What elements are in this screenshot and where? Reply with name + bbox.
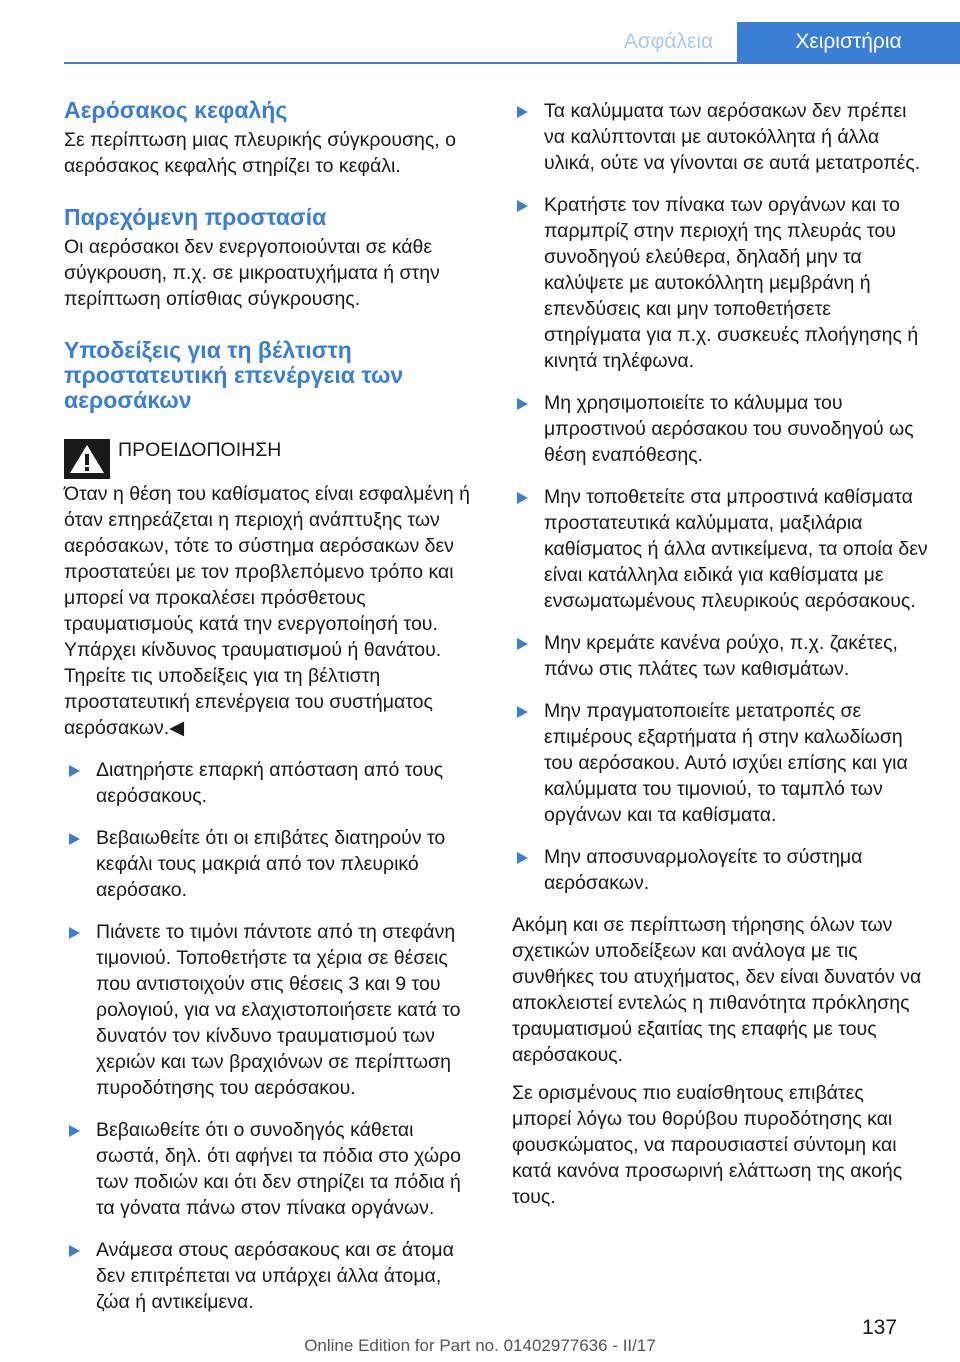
warning-triangle-icon bbox=[64, 439, 110, 479]
list-item: Μην τοποθετείτε στα μπροστινά καθίσματα προστατευτικά καλύμματα, μαξιλάρια καθίσματος ή άλλα αντικείμενα, τα οποία δεν είναι κατάλληλα ειδικά για καθίσματα με ενσωματωμένους πλευρικούς αερόσακους. bbox=[512, 484, 928, 614]
left-bullet-list bbox=[64, 757, 476, 1315]
warning-text: Όταν η θέση του καθίσματος είναι εσφαλμένη ή όταν επηρεάζεται η περιοχή ανάπτυξης των αερόσακων, τότε το σύστημα αερόσακων δεν προστατεύει με τον προβλεπόμενο τρόπο και μπορεί να προκαλέσει πρόσθετους τραυματισμούς κατά την ενεργοποίησή του. Υπάρχει κίνδυνος τραυματισμού ή θανάτου. Τηρείτε τις υποδείξεις για τη βέλτιστη προστατευτική επενέργεια του συστήματος αερόσακων.◀ bbox=[64, 483, 470, 739]
list-item: Μην αποσυναρμολογείτε το σύστημα αερόσακων. bbox=[512, 844, 928, 896]
head-airbag-text: Σε περίπτωση μιας πλευρικής σύγκρουσης, ο αερόσακος κεφαλής στηρίζει το κεφάλι. bbox=[64, 129, 456, 177]
list-item: Βεβαιωθείτε ότι ο συνοδηγός κάθεται σωστά, δηλ. ότι αφήνει τα πόδια στο χώρο των ποδιών και ότι δεν στηρίζει τα πόδια ή τα γόνατα πάνω στον πίνακα οργάνων. bbox=[64, 1117, 476, 1221]
section-tab: Ασφάλεια bbox=[623, 30, 714, 53]
right-bullet-list bbox=[512, 98, 928, 896]
list-item: Κρατήστε τον πίνακα των οργάνων και το παρμπρίζ στην περιοχή της πλευράς του συνοδηγού ελεύθερα, δηλαδή μην τα καλύψετε με αυτοκόλλητη μεμβράνη ή επενδύσεις και μην τοποθετήσετε στηρίγματα για π.χ. συσκευές πλοήγησης ή κινητά τηλέφωνα. bbox=[512, 192, 928, 374]
heading-head-airbag: Αερόσακος κεφαλής bbox=[64, 97, 288, 123]
right-column bbox=[512, 98, 928, 1222]
hearing-paragraph: Σε ορισμένους πιο ευαίσθητους επιβάτες μπορεί λόγω του θορύβου πυροδότησης και φουσκώματος, να παρουσιαστεί σύντομη και κατά κανόνα προσωρινή ελάττωση της ακοής τους. bbox=[512, 1082, 903, 1208]
warning-title: ΠΡΟΕΙΔΟΠΟΙΗΣΗ bbox=[118, 439, 282, 461]
list-item: Πιάνετε το τιμόνι πάντοτε από τη στεφάνη τιμονιού. Τοποθετήστε τα χέρια σε θέσεις που αντιστοιχούν στις θέσεις 3 και 9 του ρολογιού, για να ελαχιστοποιήσετε κατά το δυνατόν τον κίνδυνο τραυματισμού των χεριών και των βραχιόνων σε περίπτωση πυροδότησης του αερόσακου. bbox=[64, 919, 476, 1101]
list-item: Μην πραγματοποιείτε μετατροπές σε επιμέρους εξαρτήματα ή στην καλωδίωση του αερόσακου. Αυτό ισχύει επίσης και για καλύμματα του τιμονιού, το ταμπλό των οργάνων και τα καθίσματα. bbox=[512, 698, 928, 828]
warning-block bbox=[64, 437, 476, 741]
list-item: Τα καλύμματα των αερόσακων δεν πρέπει να καλύπτονται με αυτοκόλλητα ή άλλα υλικά, ούτε να γίνονται σε αυτά μετατροπές. bbox=[512, 98, 928, 176]
list-item: Μην κρεμάτε κανένα ρούχο, π.χ. ζακέτες, πάνω στις πλάτες των καθισμάτων. bbox=[512, 630, 928, 682]
protection-text: Οι αερόσακοι δεν ενεργοποιούνται σε κάθε σύγκρουση, π.χ. σε μικροατυχήματα ή στην περίπτωση οπίσθιας σύγκρουσης. bbox=[64, 236, 440, 310]
list-item: Μη χρησιμοποιείτε το κάλυμμα του μπροστινού αερόσακου του συνοδηγού ως θέση εναπόθεσης. bbox=[512, 390, 928, 468]
residual-risk-paragraph: Ακόμη και σε περίπτωση τήρησης όλων των σχετικών υποδείξεων και ανάλογα με τις συνθήκες του ατυχήματος, δεν είναι δυνατόν να αποκλειστεί εντελώς η πιθανότητα πρόκλησης τραυματισμού εξαιτίας της επαφής με τους αερόσακους. bbox=[512, 914, 922, 1066]
heading-protection: Παρεχόμενη προστασία bbox=[64, 204, 327, 230]
list-item: Διατηρήστε επαρκή απόσταση από τους αερόσακους. bbox=[64, 757, 476, 809]
page-header bbox=[0, 0, 960, 64]
heading-optimal-protection: Υποδείξεις για τη βέλτιστη προστατευτική επενέργεια των αεροσάκων bbox=[64, 337, 404, 413]
chapter-tab: Χειριστήρια bbox=[737, 22, 960, 62]
page-number: 137 bbox=[862, 1316, 898, 1339]
edition-footer: Online Edition for Part no. 01402977636 - II/17 bbox=[304, 1336, 656, 1355]
list-item: Ανάμεσα στους αερόσακους και σε άτομα δεν επιτρέπεται να υπάρχει άλλα άτομα, ζώα ή αντικείμενα. bbox=[64, 1237, 476, 1315]
left-column bbox=[64, 98, 476, 1331]
list-item: Βεβαιωθείτε ότι οι επιβάτες διατηρούν το κεφάλι τους μακριά από τον πλευρικό αερόσακο. bbox=[64, 825, 476, 903]
header-rule bbox=[64, 62, 960, 64]
